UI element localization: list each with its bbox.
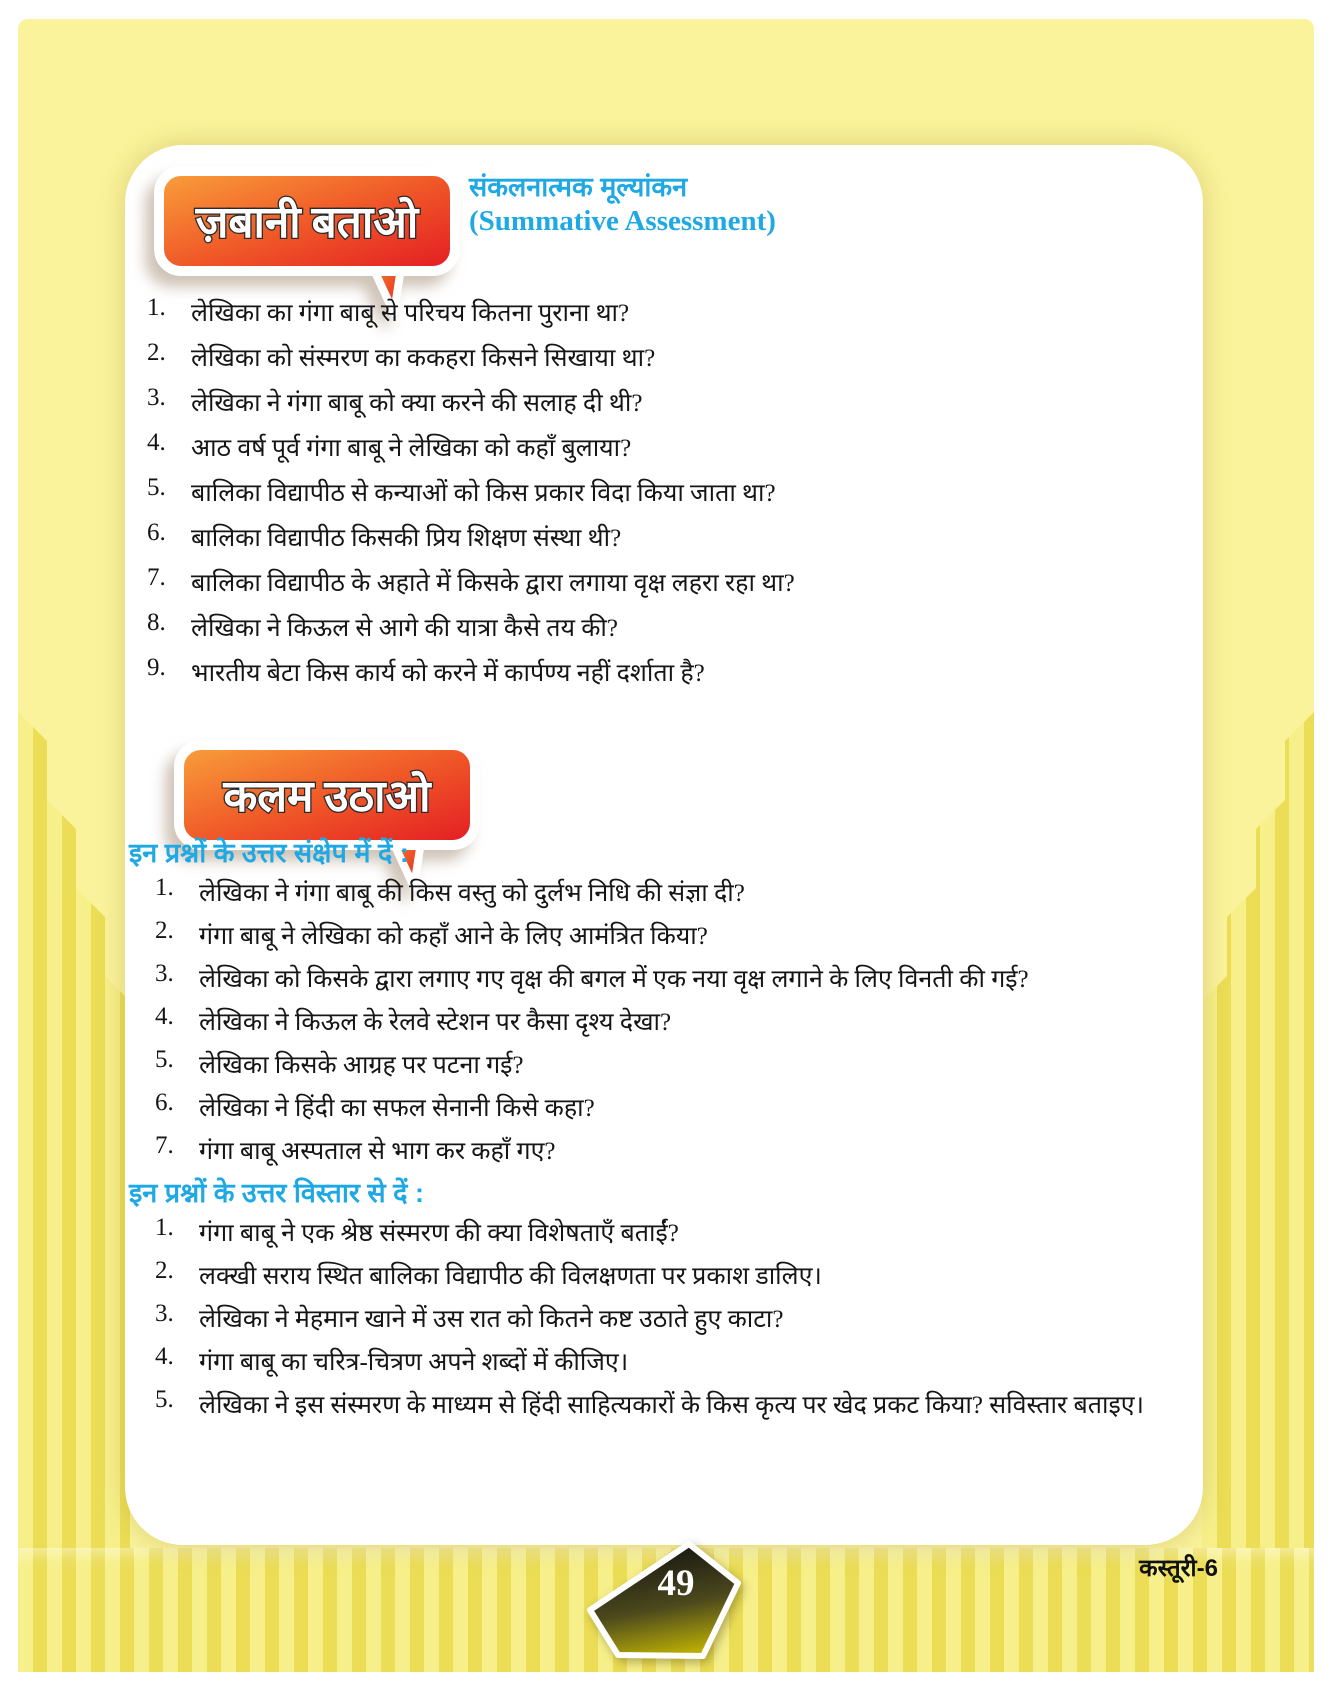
- badge-label: कलम उठाओ: [223, 772, 431, 821]
- question-number: 2.: [147, 339, 166, 366]
- question-item: [155, 916, 1160, 958]
- question-number: 5.: [155, 1046, 174, 1073]
- question-number: 5.: [155, 1386, 174, 1413]
- question-text: लेखिका ने इस संस्मरण के माध्यम से हिंदी साहित्यकारों के किस कृत्य पर खेद प्रकट किया? सविस्तार बताइए।: [199, 1392, 1145, 1419]
- oral-questions-list: [147, 293, 1157, 698]
- question-number: 8.: [147, 609, 166, 636]
- question-item: [147, 338, 1157, 380]
- question-text: बालिका विद्यापीठ किसकी प्रिय शिक्षण संस्था थी?: [191, 525, 622, 552]
- question-item: [155, 1045, 1160, 1087]
- page-number: 49: [657, 1563, 695, 1604]
- question-text: लेखिका ने किऊल के रेलवे स्टेशन पर कैसा दृश्य देखा?: [199, 1009, 672, 1036]
- question-text: लेखिका को संस्मरण का ककहरा किसने सिखाया था?: [191, 345, 656, 372]
- question-number: 3.: [147, 384, 166, 411]
- question-number: 4.: [155, 1343, 174, 1370]
- long-answer-heading: इन प्रश्नों के उत्तर विस्तार से दें :: [129, 1178, 424, 1208]
- question-item: [155, 1299, 1160, 1341]
- question-item: [155, 1213, 1160, 1255]
- question-item: [155, 1088, 1160, 1130]
- question-number: 7.: [147, 564, 166, 591]
- assessment-heading: [469, 171, 776, 239]
- question-number: 2.: [155, 917, 174, 944]
- badge-label: ज़बानी बताओ: [195, 198, 419, 247]
- question-text: गंगा बाबू अस्पताल से भाग कर कहाँ गए?: [199, 1138, 556, 1165]
- question-number: 6.: [155, 1089, 174, 1116]
- question-text: गंगा बाबू ने एक श्रेष्ठ संस्मरण की क्या विशेषताएँ बताईं?: [199, 1220, 679, 1247]
- book-title-label: कस्तूरी-6: [1139, 1555, 1218, 1582]
- content-card: [125, 145, 1203, 1545]
- question-item: [155, 959, 1160, 1001]
- question-number: 3.: [155, 960, 174, 987]
- pentagon-icon: [552, 1532, 762, 1672]
- question-item: [147, 473, 1157, 515]
- question-text: लेखिका ने हिंदी का सफल सेनानी किसे कहा?: [199, 1095, 595, 1122]
- question-number: 1.: [155, 874, 174, 901]
- question-text: गंगा बाबू का चरित्र-चित्रण अपने शब्दों में कीजिए।: [199, 1349, 629, 1376]
- long-answer-questions-list: [155, 1213, 1160, 1428]
- question-item: [147, 518, 1157, 560]
- question-number: 2.: [155, 1257, 174, 1284]
- question-item: [155, 1256, 1160, 1298]
- question-text: बालिका विद्यापीठ के अहाते में किसके द्वारा लगाया वृक्ष लहरा रहा था?: [191, 570, 795, 597]
- question-item: [155, 1131, 1160, 1173]
- question-text: आठ वर्ष पूर्व गंगा बाबू ने लेखिका को कहाँ बुलाया?: [191, 435, 632, 462]
- question-item: [147, 653, 1157, 695]
- question-item: [155, 1385, 1160, 1427]
- question-item: [147, 608, 1157, 650]
- short-answer-questions-list: [155, 873, 1160, 1174]
- question-text: गंगा बाबू ने लेखिका को कहाँ आने के लिए आमंत्रित किया?: [199, 923, 708, 950]
- question-item: [147, 563, 1157, 605]
- question-number: 1.: [155, 1214, 174, 1241]
- question-number: 1.: [147, 294, 166, 321]
- question-item: [155, 1342, 1160, 1384]
- question-number: 4.: [155, 1003, 174, 1030]
- question-text: लक्खी सराय स्थित बालिका विद्यापीठ की विलक्षणता पर प्रकाश डालिए।: [199, 1263, 822, 1290]
- question-text: लेखिका किसके आग्रह पर पटना गई?: [199, 1052, 524, 1079]
- question-number: 6.: [147, 519, 166, 546]
- question-item: [155, 1002, 1160, 1044]
- question-text: बालिका विद्यापीठ से कन्याओं को किस प्रकार विदा किया जाता था?: [191, 480, 776, 507]
- question-item: [155, 873, 1160, 915]
- question-text: लेखिका का गंगा बाबू से परिचय कितना पुराना था?: [191, 300, 630, 327]
- question-text: लेखिका ने किऊल से आगे की यात्रा कैसे तय की?: [191, 615, 618, 642]
- assessment-heading-english: (Summative Assessment): [469, 205, 776, 237]
- question-text: लेखिका ने गंगा बाबू की किस वस्तु को दुर्लभ निधि की संज्ञा दी?: [199, 880, 745, 907]
- question-text: भारतीय बेटा किस कार्य को करने में कार्पण्य नहीं दर्शाता है?: [191, 660, 705, 687]
- assessment-heading-hindi: संकलनात्मक मूल्यांकन: [469, 172, 688, 202]
- question-item: [147, 383, 1157, 425]
- question-text: लेखिका को किसके द्वारा लगाए गए वृक्ष की बगल में एक नया वृक्ष लगाने के लिए विनती की गई?: [199, 966, 1029, 993]
- question-item: [147, 293, 1157, 335]
- short-answer-heading: इन प्रश्नों के उत्तर संक्षेप में दें :: [129, 838, 409, 868]
- question-number: 4.: [147, 429, 166, 456]
- question-text: लेखिका ने मेहमान खाने में उस रात को कितने कष्ट उठाते हुए काटा?: [199, 1306, 784, 1333]
- page-number-plate: [552, 1532, 762, 1672]
- question-number: 3.: [155, 1300, 174, 1327]
- question-number: 9.: [147, 654, 166, 681]
- question-number: 5.: [147, 474, 166, 501]
- question-text: लेखिका ने गंगा बाबू को क्या करने की सलाह दी थी?: [191, 390, 643, 417]
- question-number: 7.: [155, 1132, 174, 1159]
- question-item: [147, 428, 1157, 470]
